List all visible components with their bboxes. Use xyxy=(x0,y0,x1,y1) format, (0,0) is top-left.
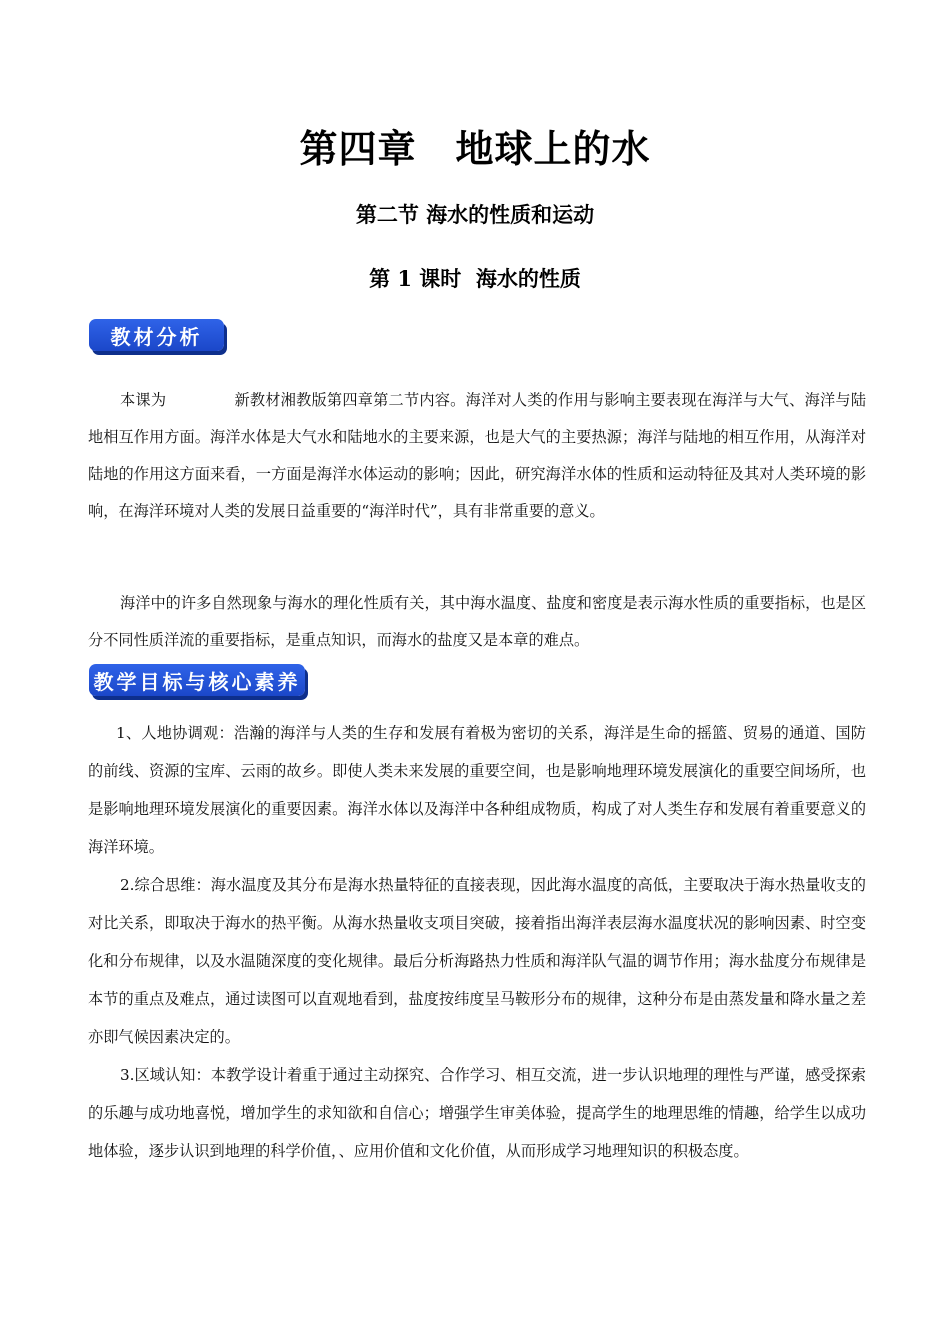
goal-1-paragraph: 1、人地协调观：浩瀚的海洋与人类的生存和发展有着极为密切的关系，海洋是生命的摇篮、贸易的通道、国防的前线、资源的宝库、云雨的故乡。即使人类未来发展的重要空间，也是影响地理环境发展演化的重要空间场所，也是影响地理环境发展演化的重要因素。海洋水体以及海洋中各种组成物质，构成了对人类生存和发展有着重要意义的海洋环境。 xyxy=(88,724,866,856)
section-title: 第二节 海水的性质和运动 xyxy=(355,202,595,227)
intro-rest: 新教材湘教版第四章第二节内容。海洋对人类的作用与影响主要表现在海洋与大气、海洋与陆地相互作用方面。海洋水体是大气水和陆地水的主要来源，也是大气的主要热源；海洋与陆地的相互作用，从海洋对陆地的作用这方面来看，一方面是海洋水体运动的影响；因此，研究海洋水体的性质和运动特征及其对人类环境的影响，在海洋环境对人类的发展日益重要的“海洋时代”，具有非常重要的意义。 xyxy=(88,391,867,520)
intro-lead: 本课为 xyxy=(120,391,167,409)
textbook-analysis-badge: 教材分析 xyxy=(89,319,224,351)
goal-3-paragraph: 3.区域认知：本教学设计着重于通过主动探究、合作学习、相互交流，进一步认识地理的理性与严谨，感受探索的乐趣与成功地喜悦，增加学生的求知欲和自信心；增强学生审美体验，提高学生的地理思维的情趣，给学生以成功地体验，逐步认识到地理的科学价值，、应用价值和文化价值，从而形成学习地理知识的积极态度。 xyxy=(88,1066,866,1160)
key-points-paragraph: 海洋中的许多自然现象与海水的理化性质有关，其中海水温度、盐度和密度是表示海水性质的重要指标，也是区分不同性质洋流的重要指标，是重点知识，而海水的盐度又是本章的难点。 xyxy=(88,594,866,649)
teaching-goals-badge: 教学目标与核心素养 xyxy=(89,664,305,696)
lesson-title: 第 1 课时 海水的性质 xyxy=(369,266,581,291)
intro-paragraph xyxy=(88,382,866,530)
goal-2-paragraph: 2.综合思维：海水温度及其分布是海水热量特征的直接表现，因此海水温度的高低，主要取决于海水热量收支的对比关系，即取决于海水的热平衡。从海水热量收支项目突破，接着指出海洋表层海水温度状况的影响因素、时空变化和分布规律，以及水温随深度的变化规律。最后分析海路热力性质和海洋队气温的调节作用；海水盐度分布规律是本节的重点及难点，通过读图可以直观地看到，盐度按纬度呈马鞍形分布的规律，这种分布是由蒸发量和降水量之差亦即气候因素决定的。 xyxy=(88,876,866,1046)
chapter-title: 第四章 地球上的水 xyxy=(299,126,651,171)
